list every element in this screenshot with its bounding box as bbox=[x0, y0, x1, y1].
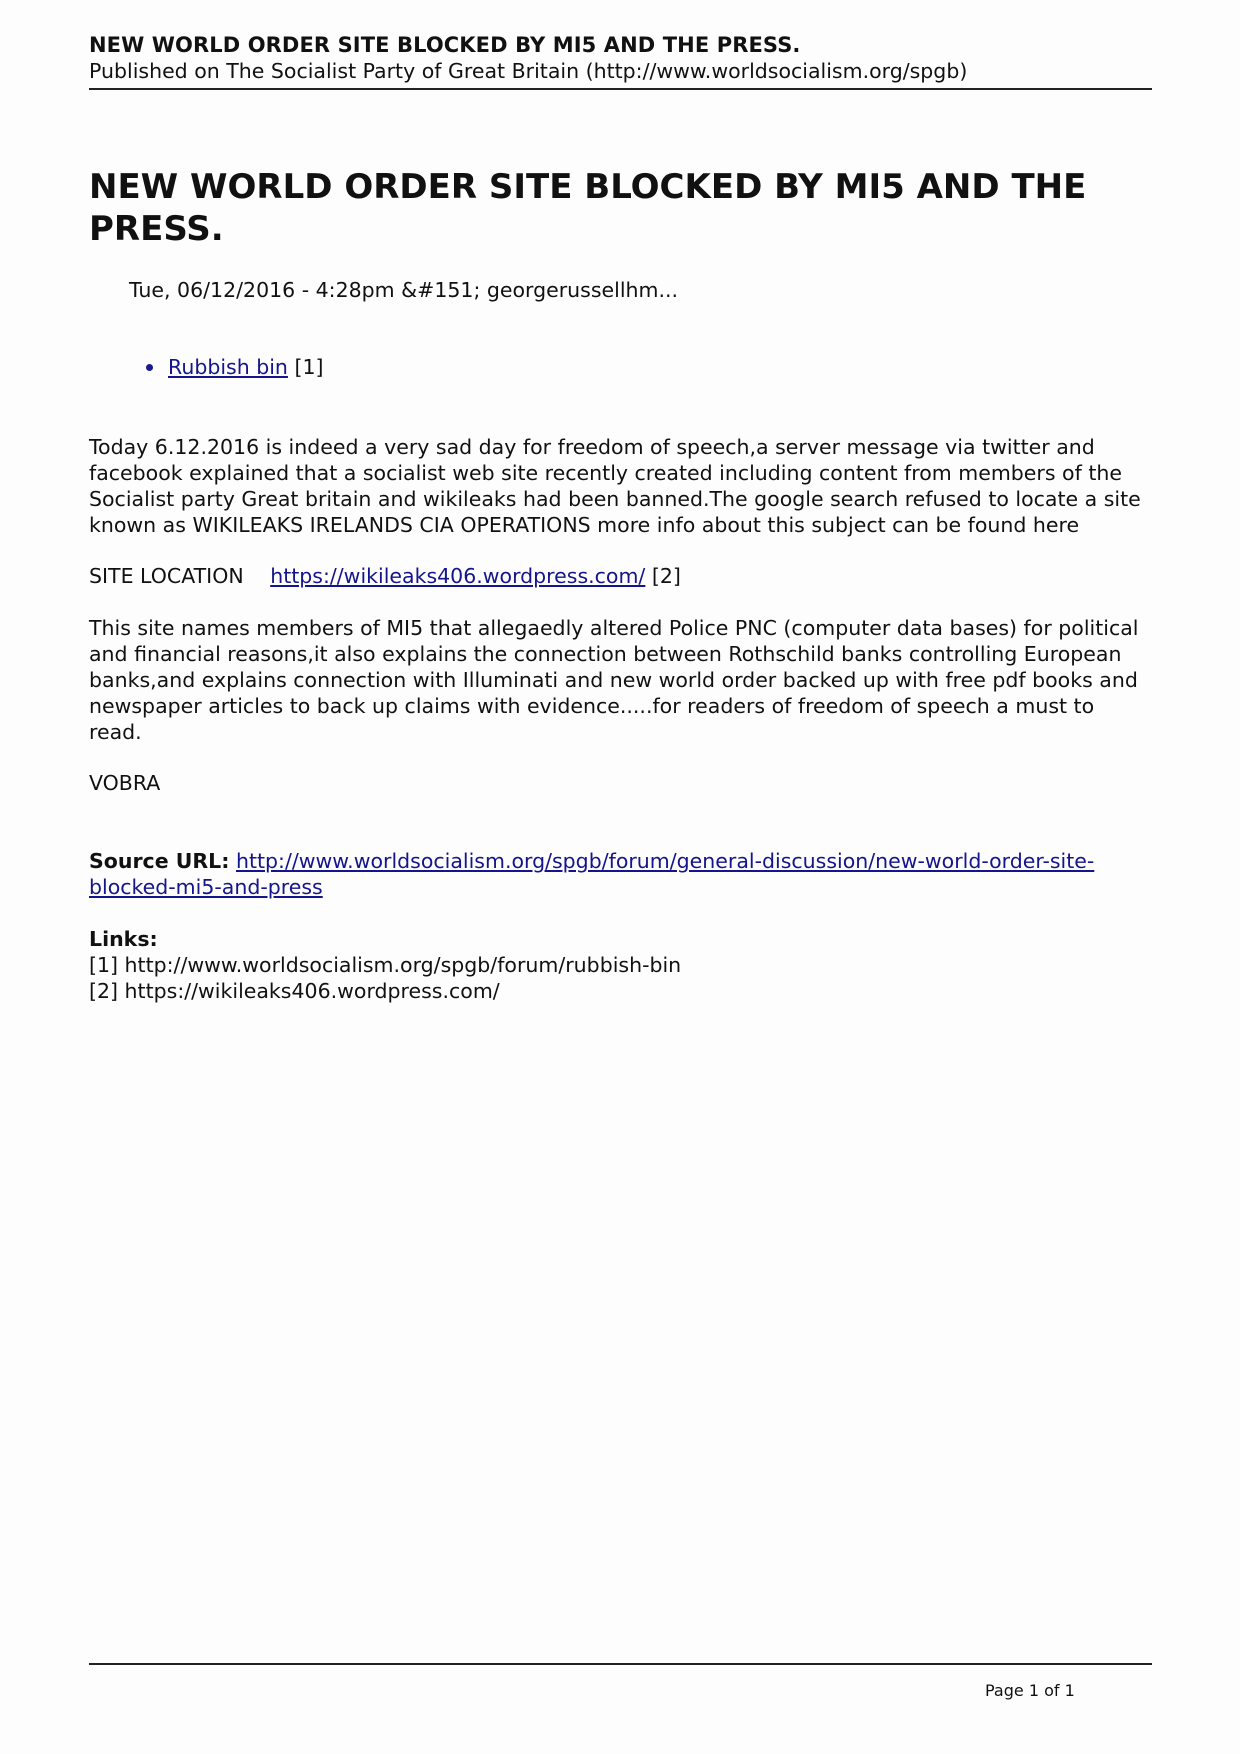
links-heading: Links: bbox=[89, 927, 158, 951]
tag-link-rubbish-bin[interactable]: Rubbish bin bbox=[168, 355, 288, 379]
post-meta: Tue, 06/12/2016 - 4:28pm &#151; georgerussellhm... bbox=[129, 278, 679, 302]
body-paragraph-1: Today 6.12.2016 is indeed a very sad day for freedom of speech,a server message via twitter and facebook explained that a socialist web site recently created including content from members of the Socialist party Great britain and wikileaks had been banned.The google search refused to locate a site known as WIKILEAKS IRELANDS CIA OPERATIONS more info about this subject can be found here bbox=[89, 435, 1141, 537]
body-paragraph-2: This site names members of MI5 that allegaedly altered Police PNC (computer data bases) for political and financial reasons,it also explains the connection between Rothschild banks controlling European banks,and explains connection with Illuminati and new world order backed up with free pdf books and newspaper articles to back up claims with evidence.....for readers of freedom of speech a must to read. bbox=[89, 616, 1139, 744]
site-location-label: SITE LOCATION bbox=[89, 564, 244, 588]
link-reference-2: [2] https://wikileaks406.wordpress.com/ bbox=[89, 979, 500, 1003]
footer-divider bbox=[89, 1663, 1152, 1665]
page-header bbox=[89, 32, 1151, 84]
page-number: Page 1 of 1 bbox=[985, 1681, 1075, 1700]
site-location-line bbox=[89, 563, 1151, 589]
tag-ref: [1] bbox=[294, 355, 324, 379]
site-location-link[interactable]: https://wikileaks406.wordpress.com/ bbox=[270, 564, 646, 588]
bullet-icon bbox=[146, 364, 153, 371]
header-divider bbox=[89, 88, 1152, 90]
site-location-ref: [2] bbox=[651, 564, 681, 588]
links-block bbox=[89, 926, 1151, 1004]
list-item bbox=[129, 354, 324, 380]
header-published-line: Published on The Socialist Party of Great Britain (http://www.worldsocialism.org/spgb) bbox=[89, 59, 968, 83]
source-url-block bbox=[89, 848, 1151, 900]
link-reference-1: [1] http://www.worldsocialism.org/spgb/forum/rubbish-bin bbox=[89, 953, 682, 977]
source-url-label: Source URL: bbox=[89, 849, 230, 873]
article-title: NEW WORLD ORDER SITE BLOCKED BY MI5 AND THE PRESS. bbox=[89, 167, 1087, 249]
header-title: NEW WORLD ORDER SITE BLOCKED BY MI5 AND THE PRESS. bbox=[89, 33, 801, 57]
signature: VOBRA bbox=[89, 771, 161, 795]
tag-list bbox=[129, 354, 324, 380]
source-url-link[interactable]: http://www.worldsocialism.org/spgb/forum/general-discussion/new-world-order-site-blocked-mi5-and-press bbox=[89, 849, 1095, 899]
